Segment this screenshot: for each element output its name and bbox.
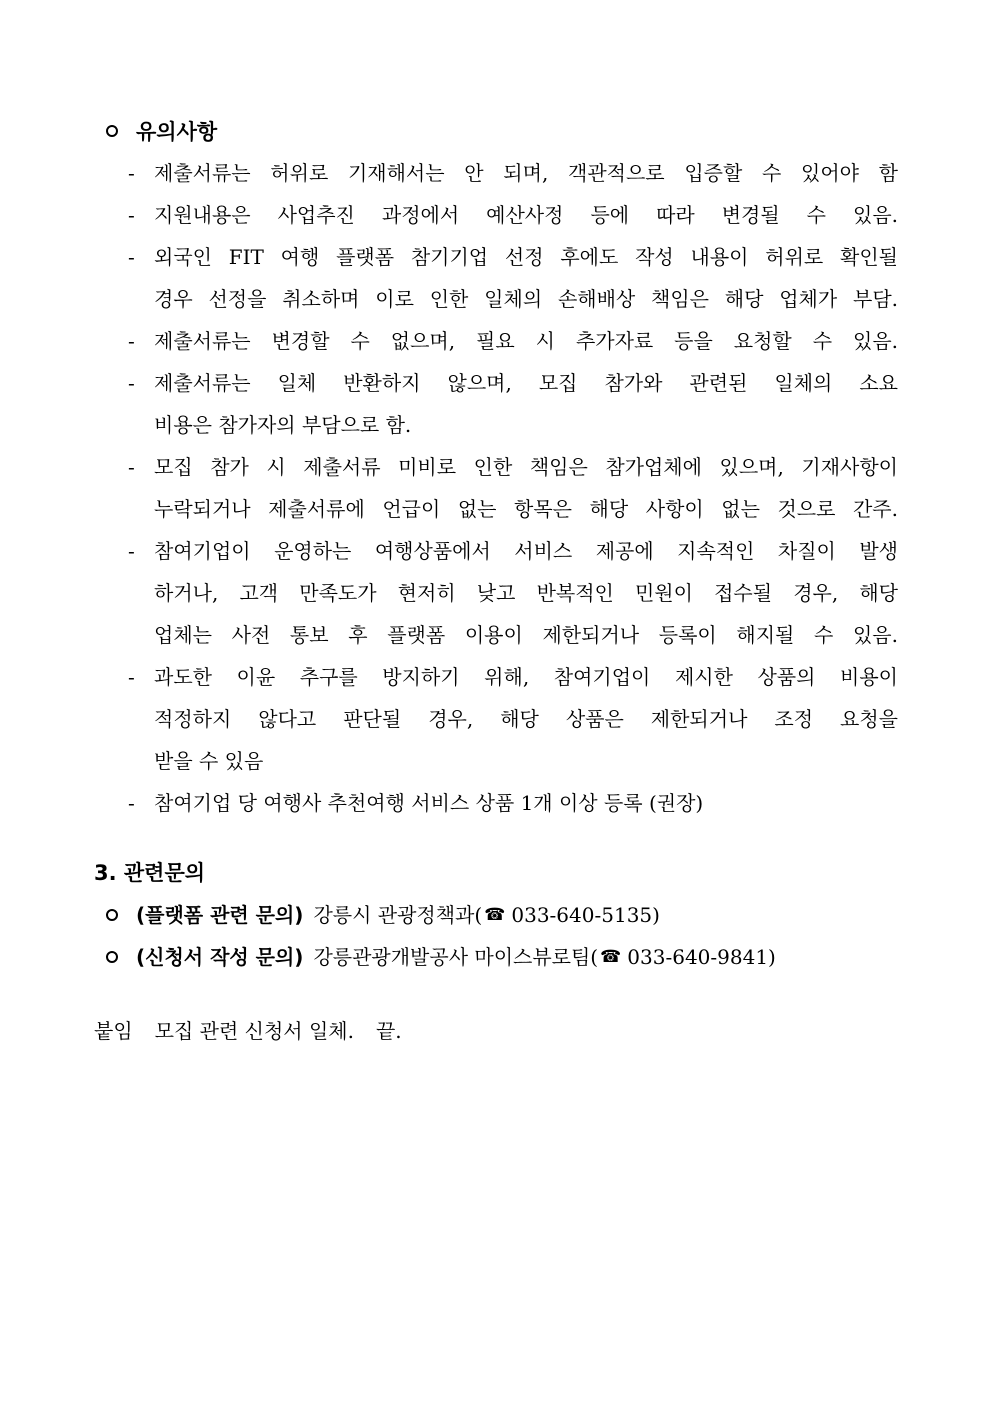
telephone-icon: ☎ [484, 905, 506, 925]
notice-list [128, 152, 898, 824]
notice-line: 받을 수 있음 [154, 749, 264, 773]
contact-phone: 033-640-5135) [511, 903, 660, 927]
contact-row-application [106, 942, 776, 972]
notice-item [128, 194, 898, 236]
notice-line: 과도한 이윤 추구를 방지하기 위해, 참여기업이 제시한 상품의 비용이 [154, 665, 898, 689]
notice-item [128, 320, 898, 362]
notice-item [128, 446, 898, 530]
notice-line: 누락되거나 제출서류에 언급이 없는 항목은 해당 사항이 없는 것으로 간주. [154, 497, 898, 521]
contact-row-platform [106, 900, 660, 930]
contact-org: 강릉관광개발공사 마이스뷰로팀( [313, 945, 599, 969]
notice-item [128, 656, 898, 782]
circle-bullet-icon [106, 951, 118, 963]
notice-item [128, 782, 898, 824]
notice-line: 제출서류는 변경할 수 없으며, 필요 시 추가자료 등을 요청할 수 있음. [154, 329, 898, 353]
attachment-text: 모집 관련 신청서 일체. [154, 1019, 354, 1043]
notice-line: 참여기업이 운영하는 여행상품에서 서비스 제공에 지속적인 차질이 발생 [154, 539, 898, 563]
contact-label: (신청서 작성 문의) [136, 945, 304, 969]
notice-item [128, 236, 898, 320]
notice-item [128, 362, 898, 446]
contact-phone: 033-640-9841) [627, 945, 776, 969]
circle-bullet-icon [106, 125, 118, 137]
attachment-note [94, 1016, 402, 1046]
notice-line: 제출서류는 허위로 기재해서는 안 되며, 객관적으로 입증할 수 있어야 함 [154, 161, 898, 185]
notice-item [128, 152, 898, 194]
circle-bullet-icon [106, 909, 118, 921]
contact-org: 강릉시 관광정책과( [313, 903, 483, 927]
notice-line: 외국인 FIT 여행 플랫폼 참기기업 선정 후에도 작성 내용이 허위로 확인될 [154, 245, 898, 269]
inquiry-section-title: 3. 관련문의 [94, 861, 206, 885]
notice-line: 하거나, 고객 만족도가 현저히 낮고 반복적인 민원이 접수될 경우, 해당 [154, 581, 898, 605]
document-end-mark: 끝. [375, 1019, 402, 1043]
notice-line: 업체는 사전 통보 후 플랫폼 이용이 제한되거나 등록이 해지될 수 있음. [154, 623, 898, 647]
notice-line: 지원내용은 사업추진 과정에서 예산사정 등에 따라 변경될 수 있음. [154, 203, 898, 227]
dash-bullet-icon: - [128, 791, 135, 815]
attachment-prefix: 붙임 [94, 1019, 133, 1043]
notice-item [128, 530, 898, 656]
dash-bullet-icon: - [128, 329, 135, 353]
dash-bullet-icon: - [128, 161, 135, 185]
notice-line: 경우 선정을 취소하며 이로 인한 일체의 손해배상 책임은 해당 업체가 부담. [154, 287, 898, 311]
dash-bullet-icon: - [128, 455, 135, 479]
contact-label: (플랫폼 관련 문의) [136, 903, 304, 927]
notice-line: 제출서류는 일체 반환하지 않으며, 모집 참가와 관련된 일체의 소요 [154, 371, 898, 395]
dash-bullet-icon: - [128, 203, 135, 227]
dash-bullet-icon: - [128, 539, 135, 563]
dash-bullet-icon: - [128, 245, 135, 269]
notice-line: 비용은 참가자의 부담으로 함. [154, 413, 412, 437]
notice-line: 참여기업 당 여행사 추천여행 서비스 상품 1개 이상 등록 (권장) [154, 791, 704, 815]
notice-line: 적정하지 않다고 판단될 경우, 해당 상품은 제한되거나 조정 요청을 [154, 707, 898, 731]
notice-line: 모집 참가 시 제출서류 미비로 인한 책임은 참가업체에 있으며, 기재사항이 [154, 455, 898, 479]
dash-bullet-icon: - [128, 371, 135, 395]
dash-bullet-icon: - [128, 665, 135, 689]
notice-heading-row [106, 116, 217, 146]
telephone-icon: ☎ [600, 947, 622, 967]
notice-heading: 유의사항 [136, 120, 218, 144]
